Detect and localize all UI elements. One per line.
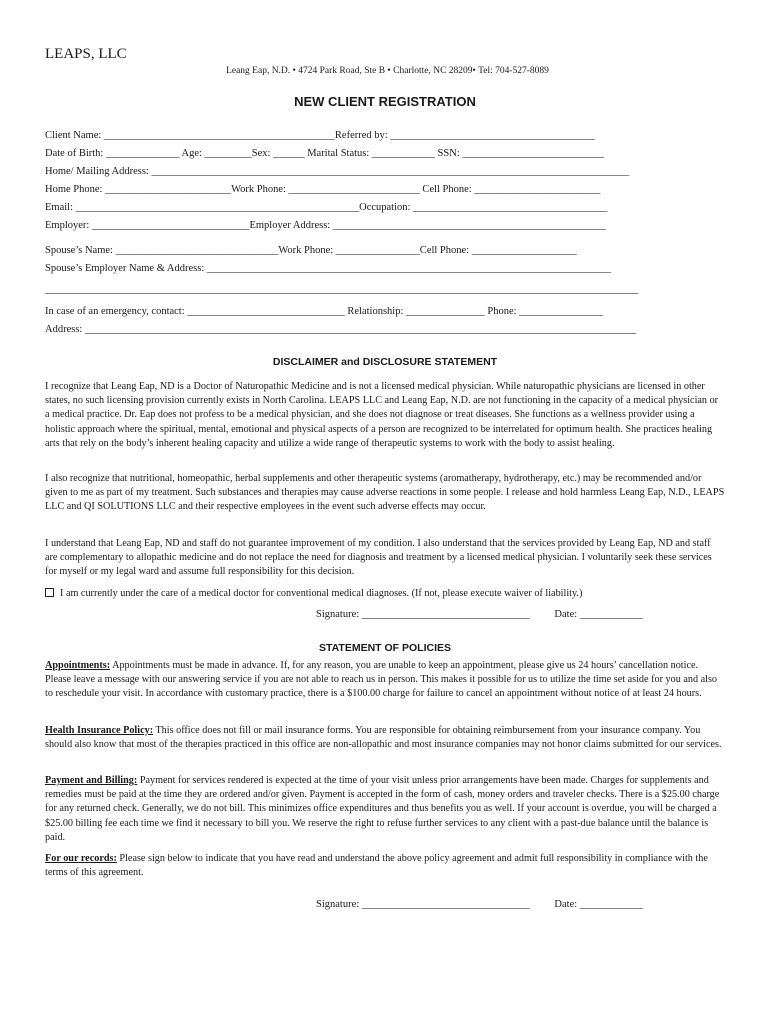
disclaimer-paragraph-1: I recognize that Leang Eap, ND is a Doctor of Naturopathic Medicine and is not a licensed medical physician. While naturopathic physicians are licensed in other states, no such licensing provision currently exists in North Carolina. LEAPS LLC and Leang Eap, N.D. are not functioning in the capacity of a medical physician or a medical practice. Dr. Eap does not profess to be a medical physician, and she does not diagnose or treat diseases. She functions as a wellness provider using a holistic approach where the spiritual, mental, emotional and physical aspects of a person are recognized to be interrelated for optimum health. She practices healing arts that rely on the body’s inherent healing capacity and utilize a wide range of therapeutic systems to work with the body to assist healing. xyxy=(45,381,719,449)
appointments-text: Appointments must be made in advance. If, for any reason, you are unable to keep an appointment, please give us 24 hours’ cancellation notice. Please leave a message with our answering service if you are not able to reach us in person. This makes it possible for us to utilize the time set aside for you and also to reschedule your visit. In accordance with customary practice, there is a $100.00 charge for failure to cancel an appointment without notice of at least 24 hours. xyxy=(45,660,718,700)
policies-date-label: Date: ____________ xyxy=(554,899,643,910)
medical-care-checkbox[interactable] xyxy=(45,588,54,597)
disclaimer-paragraph-2: I also recognize that nutritional, homeopathic, herbal supplements and other therapeutic systems (aromatherapy, hydrotherapy, etc.) may be recommended and/or given to me as part of my treatment. Such substances and therapies may cause adverse reactions in some people. I release and hold harmless Leang Eap, N.D., LEAPS LLC and QI SOLUTIONS LLC and their respective employees in the event such adverse effects may occur. xyxy=(45,473,725,513)
appointments-heading: Appointments: xyxy=(45,660,111,671)
records-text: Please sign below to indicate that you have read and understand the above policy agreement and admit full responsibility in compliance with the terms of this agreement. xyxy=(45,853,708,879)
insurance-heading: Health Insurance Policy: xyxy=(45,725,154,736)
payment-text: Payment for services rendered is expected at the time of your visit unless prior arrangements have been made. Charges for supplements and remedies must be paid at the time they are ordered and/or given. Payment is accepted in the form of cash, money orders and traveler checks. There is a $25.00 charge for any returned check. Generally, we do not bill. This minimizes office expenditures and thus benefits you as well. If your account is overdue, you will be charged a $25.00 billing fee each time we find it necessary to bill you. We reserve the right to refuse further services to any client with a past-due balance until the balance is paid. xyxy=(45,775,720,843)
policies-signature-label: Signature: ________________________________ xyxy=(316,899,530,910)
disclaimer-title: DISCLAIMER and DISCLOSURE STATEMENT xyxy=(272,356,498,368)
spouse-employer-field[interactable]: Spouse’s Employer Name & Address: _____________________________________________________________________________ xyxy=(45,263,612,274)
disclaimer-date-label: Date: ____________ xyxy=(554,609,643,620)
disclaimer-paragraph-3: I understand that Leang Eap, ND and staff do not guarantee improvement of my condition. I also understand that the services provided by Leang Eap, ND and staff are complementary to allopathic medicine and do not replace the need for diagnosis and treatment by a licensed medical physician. I voluntarily seek these services for myself or my legal ward and assume full responsibility for this decision. xyxy=(45,538,712,578)
dob-age-sex-status-ssn-field[interactable]: Date of Birth: ______________ Age: _________Sex: ______ Marital Status: ____________ SSN: ___________________________ xyxy=(45,148,605,159)
medical-care-checkbox-row[interactable] xyxy=(45,587,710,600)
employer-field[interactable]: Employer: ______________________________Employer Address: ____________________________________________________ xyxy=(45,220,606,231)
mailing-address-field[interactable]: Home/ Mailing Address: ___________________________________________________________________________________________ xyxy=(45,166,630,177)
page-title: NEW CLIENT REGISTRATION xyxy=(294,94,476,109)
phone-fields[interactable]: Home Phone: ________________________Work Phone: _________________________ Cell Phone: ________________________ xyxy=(45,184,601,195)
client-name-referred-field[interactable]: Client Name: ____________________________________________Referred by: _______________________________________ xyxy=(45,130,596,141)
company-address: Leang Eap, N.D. • 4724 Park Road, Ste B • Charlotte, NC 28209• Tel: 704-527-8089 xyxy=(226,66,549,76)
payment-heading: Payment and Billing: xyxy=(45,775,138,786)
spouse-name-phone-field[interactable]: Spouse’s Name: _______________________________Work Phone: ________________Cell Phone: ____________________ xyxy=(45,245,577,256)
emergency-address-field[interactable]: Address: _________________________________________________________________________________________________________ xyxy=(45,324,637,335)
policies-signature-field[interactable] xyxy=(316,899,643,910)
email-occupation-field[interactable]: Email: ______________________________________________________Occupation: _____________________________________ xyxy=(45,202,608,213)
spouse-employer-continuation-field[interactable]: _________________________________________________________________________________________________________________ xyxy=(45,284,639,295)
disclaimer-signature-field[interactable] xyxy=(316,609,643,620)
payment-policy xyxy=(45,774,725,845)
emergency-contact-field[interactable]: In case of an emergency, contact: ______________________________ Relationship: _______________ Phone: ________________ xyxy=(45,306,604,317)
medical-care-checkbox-label: I am currently under the care of a medical doctor for conventional medical diagnoses. (If not, please execute waiver of liability.) xyxy=(60,588,583,599)
insurance-policy xyxy=(45,724,725,752)
disclaimer-signature-label: Signature: ________________________________ xyxy=(316,609,530,620)
policies-title: STATEMENT OF POLICIES xyxy=(318,642,452,654)
appointments-policy xyxy=(45,659,725,702)
insurance-text: This office does not fill or mail insurance forms. You are responsible for obtaining reimbursement from your insurance company. You should also know that most of the therapies practiced in this office are non-allopathic and most insurance companies may not honor claims submitted for our services. xyxy=(45,725,722,751)
records-policy xyxy=(45,852,725,880)
company-name: LEAPS, LLC xyxy=(45,46,127,62)
records-heading: For our records: xyxy=(45,853,117,864)
